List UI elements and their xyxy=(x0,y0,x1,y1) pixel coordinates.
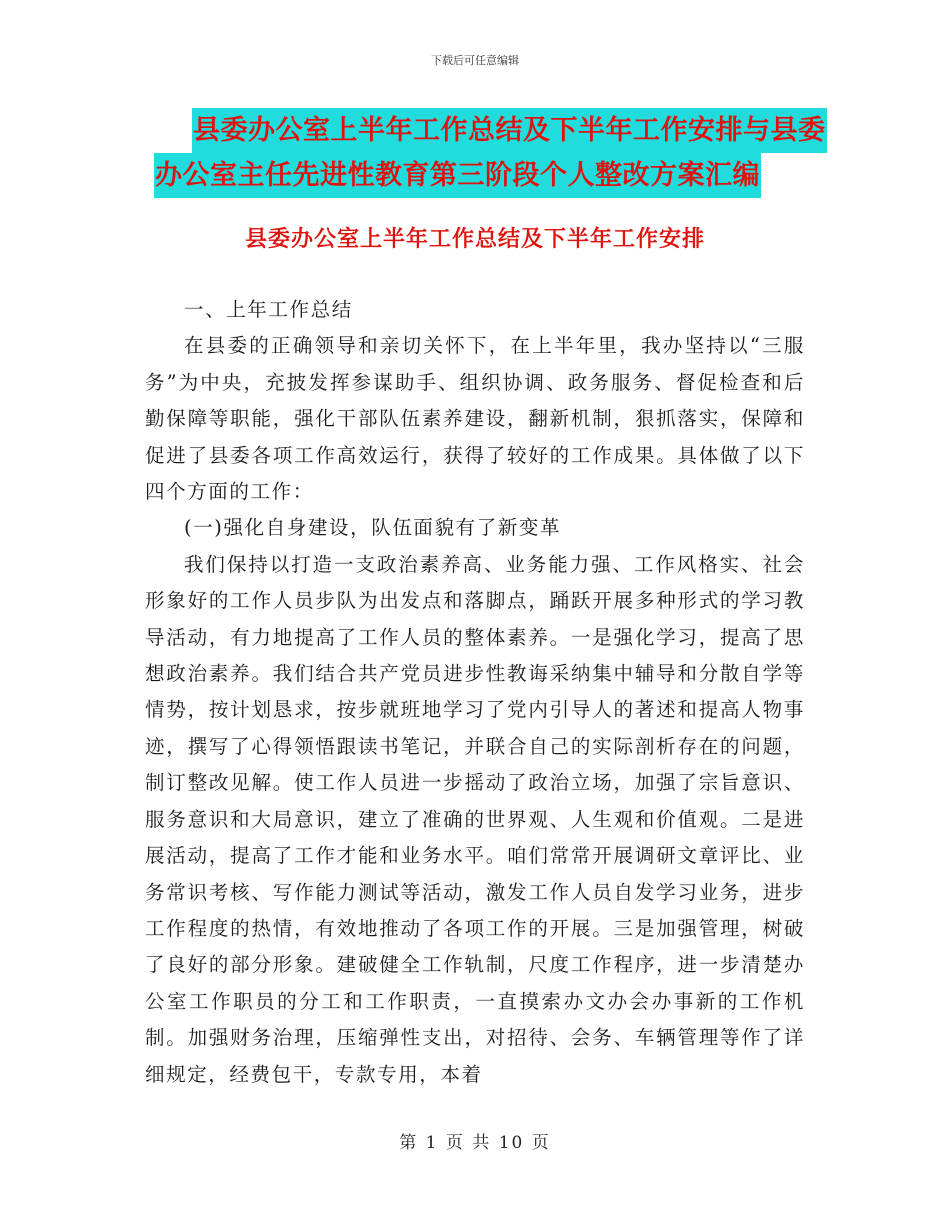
paragraph: 我们保持以打造一支政治素养高、业务能力强、工作风格实、社会形象好的工作人员步队为出发点和落脚点，踊跃开展多种形式的学习教导活动，有力地提高了工作人员的整体素养。一是强化学习，提高了思想政治素养。我们结合共产党员进步性教诲采纳集中辅导和分散自学等情势，按计划恳求，按步就班地学习了党内引导人的著述和提高人物事迹，撰写了心得领悟跟读书笔记，并联合自己的实际剖析存在的问题，制订整改见解。使工作人员进一步摇动了政治立场，加强了宗旨意识、服务意识和大局意识，建立了准确的世界观、人生观和价值观。二是进展活动，提高了工作才能和业务水平。咱们常常开展调研文章评比、业务常识考核、写作能力测试等活动，激发工作人员自发学习业务，进步工作程度的热情，有效地推动了各项工作的开展。三是加强管理，树破了良好的部分形象。建破健全工作轨制，尺度工作程序，进一步清楚办公室工作职员的分工和工作职责，一直摸索办文办会办事新的工作机制。加强财务治理，压缩弹性支出，对招待、会务、车辆管理等作了详细规定，经费包干，专款专用，本着 xyxy=(145,552,805,1086)
title-line-1: 县委办公室上半年工作总结及下半年工作安排与县委 xyxy=(192,108,827,153)
page-header-note: 下载后可任意编辑 xyxy=(431,54,519,67)
document-title xyxy=(150,108,830,198)
paragraph-heading-1: 一、上年工作总结 xyxy=(184,298,353,321)
section-title: 县委办公室上半年工作总结及下半年工作安排 xyxy=(244,227,705,252)
document-body xyxy=(145,292,805,1093)
page-number: 第 1 页 共 10 页 xyxy=(399,1133,551,1153)
paragraph-subheading-1: (一)强化自身建设，队伍面貌有了新变革 xyxy=(184,516,562,540)
title-line-2: 办公室主任先进性教育第三阶段个人整改方案汇编 xyxy=(154,153,761,198)
paragraph: 在县委的正确领导和亲切关怀下，在上半年里，我办坚持以“三服务”为中央，充披发挥参谋助手、组织协调、政务服务、督促检查和后勤保障等职能，强化干部队伍素养建设，翻新机制，狠抓落实，保障和促进了县委各项工作高效运行，获得了较好的工作成果。具体做了以下四个方面的工作： xyxy=(145,334,805,504)
